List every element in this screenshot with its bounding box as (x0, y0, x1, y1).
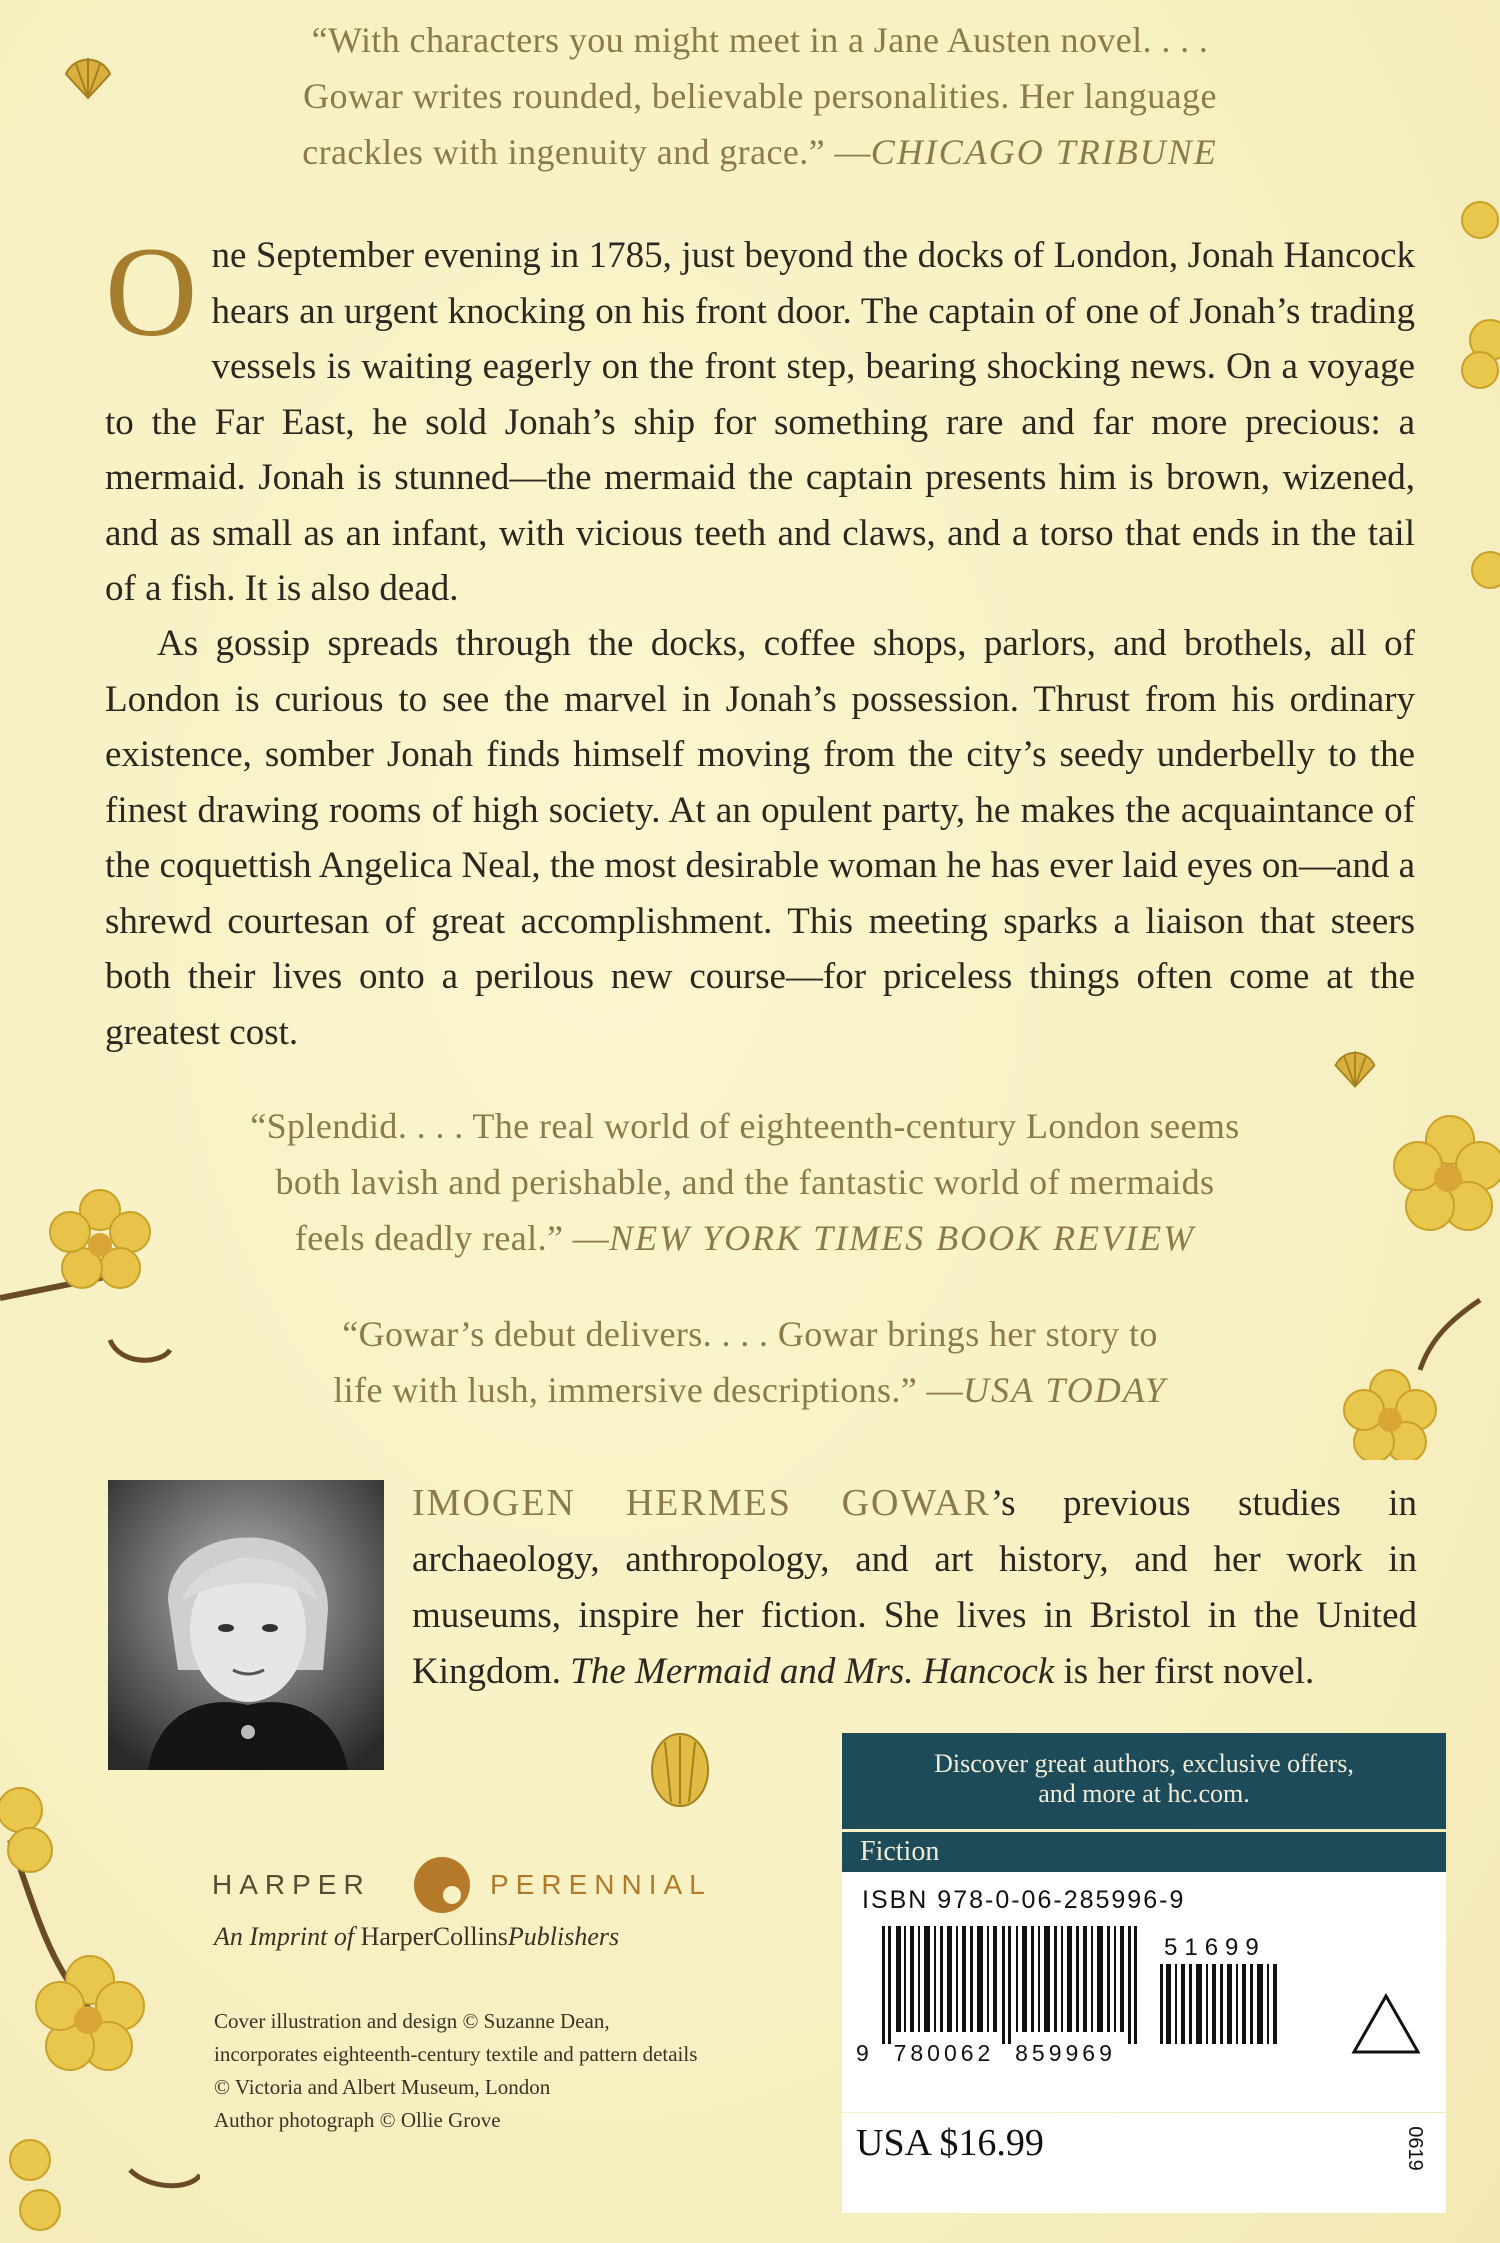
price-label: USA $16.99 (856, 2122, 1044, 2164)
publisher-word-harper: HARPER (212, 1869, 371, 1900)
quote-line: Gowar writes rounded, believable personalities. Her language (303, 76, 1217, 116)
flower-decoration-right (1330, 1100, 1500, 1460)
genre-label: Fiction (842, 1832, 1446, 1872)
author-name: IMOGEN HERMES GOWAR (412, 1482, 991, 1524)
synopsis-paragraph-2: As gossip spreads through the docks, coffee shops, parlors, and brothels, all of London is curious to see the marvel in Jonah’s possession. Thrust from his ordinary existence, somber Jonah finds himself moving from the city’s seedy underbelly to the finest drawing rooms of high society. At an opulent party, he makes the acquaintance of the coquettish Angelica Neal, the most desirable woman he has ever laid eyes on—and a shrewd courtesan of great accomplishment. This meeting sparks a liaison that steers both their lives onto a perilous new course—for priceless things often come at the greatest cost. (105, 623, 1415, 1053)
publisher-sun-icon (408, 1855, 478, 1915)
price-addon-barcode (1160, 1964, 1278, 2044)
barcode-area (842, 1872, 1446, 2112)
publisher-word-perennial: PERENNIAL (490, 1869, 712, 1900)
quote-line: crackles with ingenuity and grace.” —CHICAGO TRIBUNE (302, 132, 1218, 172)
quote-line: “Splendid. . . . The real world of eighteenth-century London seems (250, 1106, 1240, 1146)
credit-line: Author photograph © Ollie Grove (214, 2108, 501, 2132)
isbn-text: ISBN 978-0-06-285996-9 (862, 1886, 1186, 1914)
cover-credits (214, 2005, 814, 2137)
review-quote-nyt (160, 1098, 1330, 1266)
spine-code: 0619 (1403, 2126, 1426, 2171)
credit-line: incorporates eighteenth-century textile and pattern details (214, 2042, 698, 2066)
price-code-digits: 51699 (1164, 1934, 1266, 1961)
synopsis-paragraph-1: One September evening in 1785, just beyond the docks of London, Jonah Hancock hears an urgent knocking on his front door. The captain of one of Jonah’s trading vessels is waiting eagerly on the front step, bearing shocking news. On a voyage to the Far East, he sold Jonah’s ship for something rare and far more precious: a mermaid. Jonah is stunned—the mermaid the captain presents him is brown, wizened, and as small as an infant, with vicious teeth and claws, and a torso that ends in the tail of a fish. It is also dead. (105, 221, 1415, 609)
ean-barcode (882, 1926, 1152, 2044)
drop-cap: O (105, 221, 198, 363)
review-quote-usa-today (200, 1306, 1300, 1418)
triangle-icon (1350, 1992, 1422, 2056)
promo-banner (842, 1733, 1446, 1829)
credit-line: © Victoria and Albert Museum, London (214, 2075, 551, 2099)
ean-digits: 9 780062 859969 (856, 2040, 1116, 2066)
author-bio: IMOGEN HERMES GOWAR’s previous studies in archaeology, anthropology, and art history, and her work in museums, inspire her fiction. She lives in Bristol in the United Kingdom. The Mermaid and Mrs. Hancock is her first novel. (412, 1482, 1417, 1692)
quote-line: life with lush, immersive descriptions.” —USA TODAY (333, 1370, 1167, 1410)
shell-icon-top (62, 52, 114, 104)
promo-line: and more at hc.com. (1038, 1779, 1250, 1808)
flower-decoration-bottom-left (0, 1720, 200, 2243)
promo-line: Discover great authors, exclusive offers, (934, 1749, 1354, 1778)
shell-icon-bottom (645, 1730, 715, 1810)
imprint-line: An Imprint of HarperCollinsPublishers (214, 1922, 620, 1951)
quote-line: both lavish and perishable, and the fantastic world of mermaids (275, 1162, 1215, 1202)
price-box (842, 2113, 1446, 2213)
quote-line: “Gowar’s debut delivers. . . . Gowar brings her story to (342, 1314, 1158, 1354)
quote-source: USA TODAY (962, 1370, 1167, 1410)
author-photo (108, 1480, 384, 1770)
quote-source: NEW YORK TIMES BOOK REVIEW (609, 1218, 1196, 1258)
quote-line: “With characters you might meet in a Jane Austen novel. . . . (311, 20, 1209, 60)
flower-decoration-top-right (1440, 180, 1500, 600)
quote-line: feels deadly real.” —NEW YORK TIMES BOOK REVIEW (294, 1218, 1196, 1258)
review-quote-chicago-tribune (200, 12, 1320, 180)
credit-line: Cover illustration and design © Suzanne Dean, (214, 2009, 610, 2033)
book-title: The Mermaid and Mrs. Hancock (570, 1651, 1055, 1692)
publisher-logo (212, 1855, 772, 1915)
quote-source: CHICAGO TRIBUNE (870, 132, 1218, 172)
